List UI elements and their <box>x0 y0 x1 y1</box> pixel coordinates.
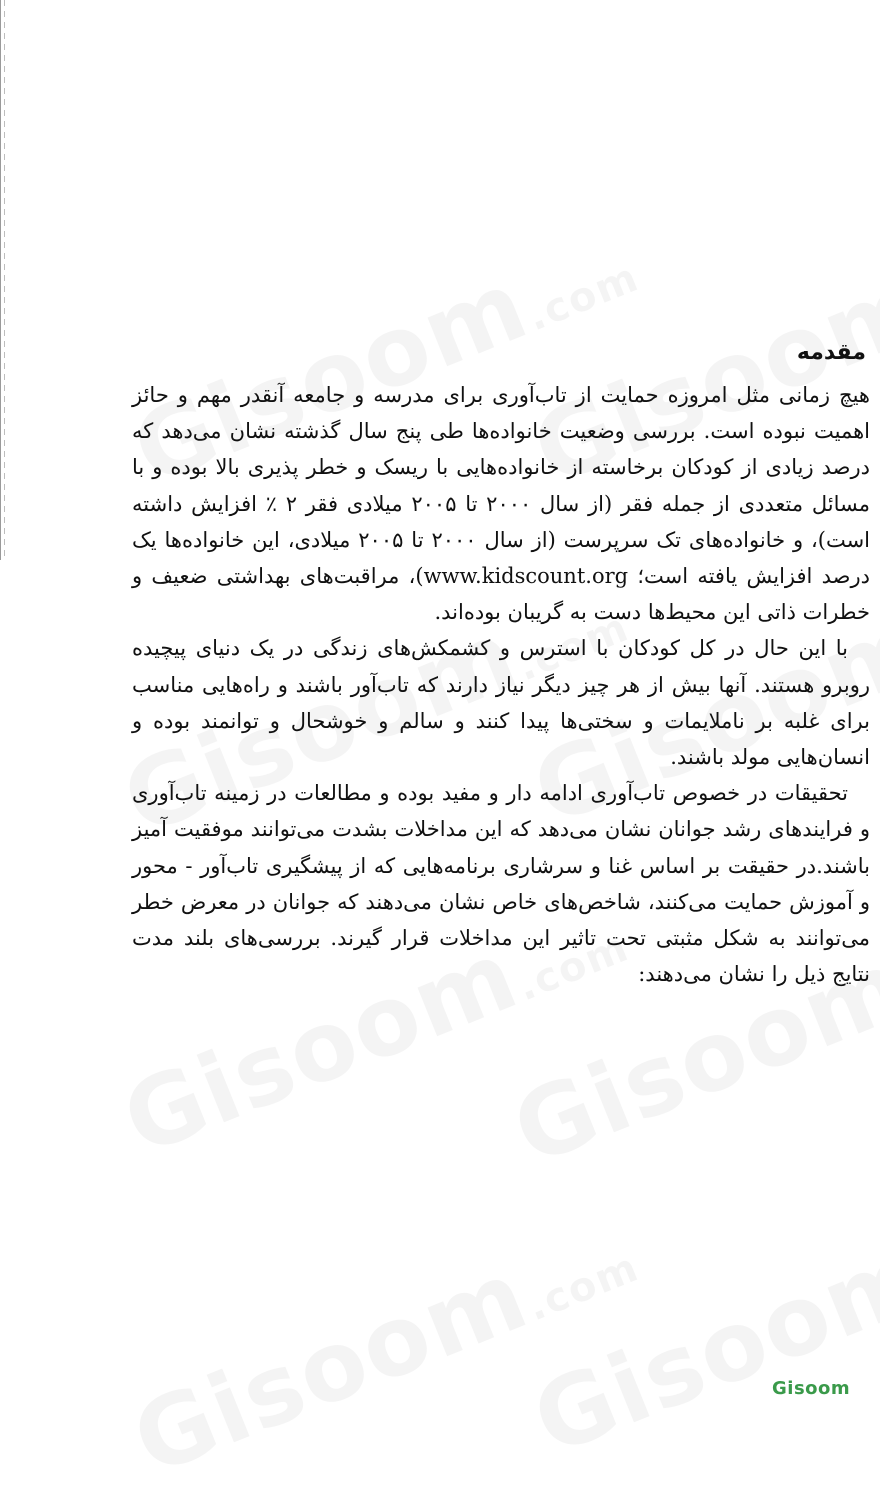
gisoom-logo: Gisoom <box>772 1378 851 1399</box>
section-heading: مقدمه <box>796 340 866 365</box>
paragraph: هیچ زمانی مثل امروزه حمایت از تاب‌آوری برای مدرسه و جامعه آنقدر مهم و حائز اهمیت نبوده است. بررسی وضعیت خانواده‌ها طی پنج سال گذشته نشان می‌دهد که درصد زیادی از کودکان برخاسته از خانواده‌هایی با ریسک و خطر پذیری بالا بوده و با مسائل متعددی از جمله فقر (از سال ۲۰۰۰ تا ۲۰۰۵ میلادی فقر ۲ ٪ افزایش داشته است)، و خانواده‌های تک سرپرست (از سال ۲۰۰۰ تا ۲۰۰۵ میلادی، این خانواده‌ها یک درصد افزایش یافته است؛ www.kidscount.org)، مراقبت‌های بهداشتی ضعیف و خطرات ذاتی این محیط‌ها دست به گریبان بوده‌اند. <box>132 383 871 625</box>
paragraph: با این حال در کل کودکان با استرس و کشمکش‌های زندگی در یک دنیای پیچیده روبرو هستند. آنها بیش از هر چیز دیگر نیاز دارند که تاب‌آور باشند و راه‌هایی مناسب برای غلبه بر ناملایمات و سختی‌ها پیدا کنند و سالم و خوشحال و توانمند بوده و انسان‌هایی مولد باشند. <box>132 636 870 770</box>
body-text <box>132 335 870 992</box>
binding-edge <box>0 0 23 560</box>
watermark <box>118 1195 650 1497</box>
paragraph: تحقیقات در خصوص تاب‌آوری ادامه دار و مفید بوده و مطالعات در زمینه تاب‌آوری و فرایندهای رشد جوانان نشان می‌دهد که این مداخلات بشدت می‌توانند موفقیت آمیز باشند.در حقیقت بر اساس غنا و سرشاری برنامه‌هایی که از پیشگیری تاب‌آور - محور و آموزش حمایت می‌کنند، شاخص‌های خاص نشان می‌دهند که جوانان در معرض خطر می‌توانند به شکل مثبتی تحت تاثیر این مداخلات قرار گیرند. بررسی‌های بلند مدت نتایج ذیل را نشان می‌دهند: <box>132 781 870 987</box>
watermark <box>518 1175 880 1477</box>
